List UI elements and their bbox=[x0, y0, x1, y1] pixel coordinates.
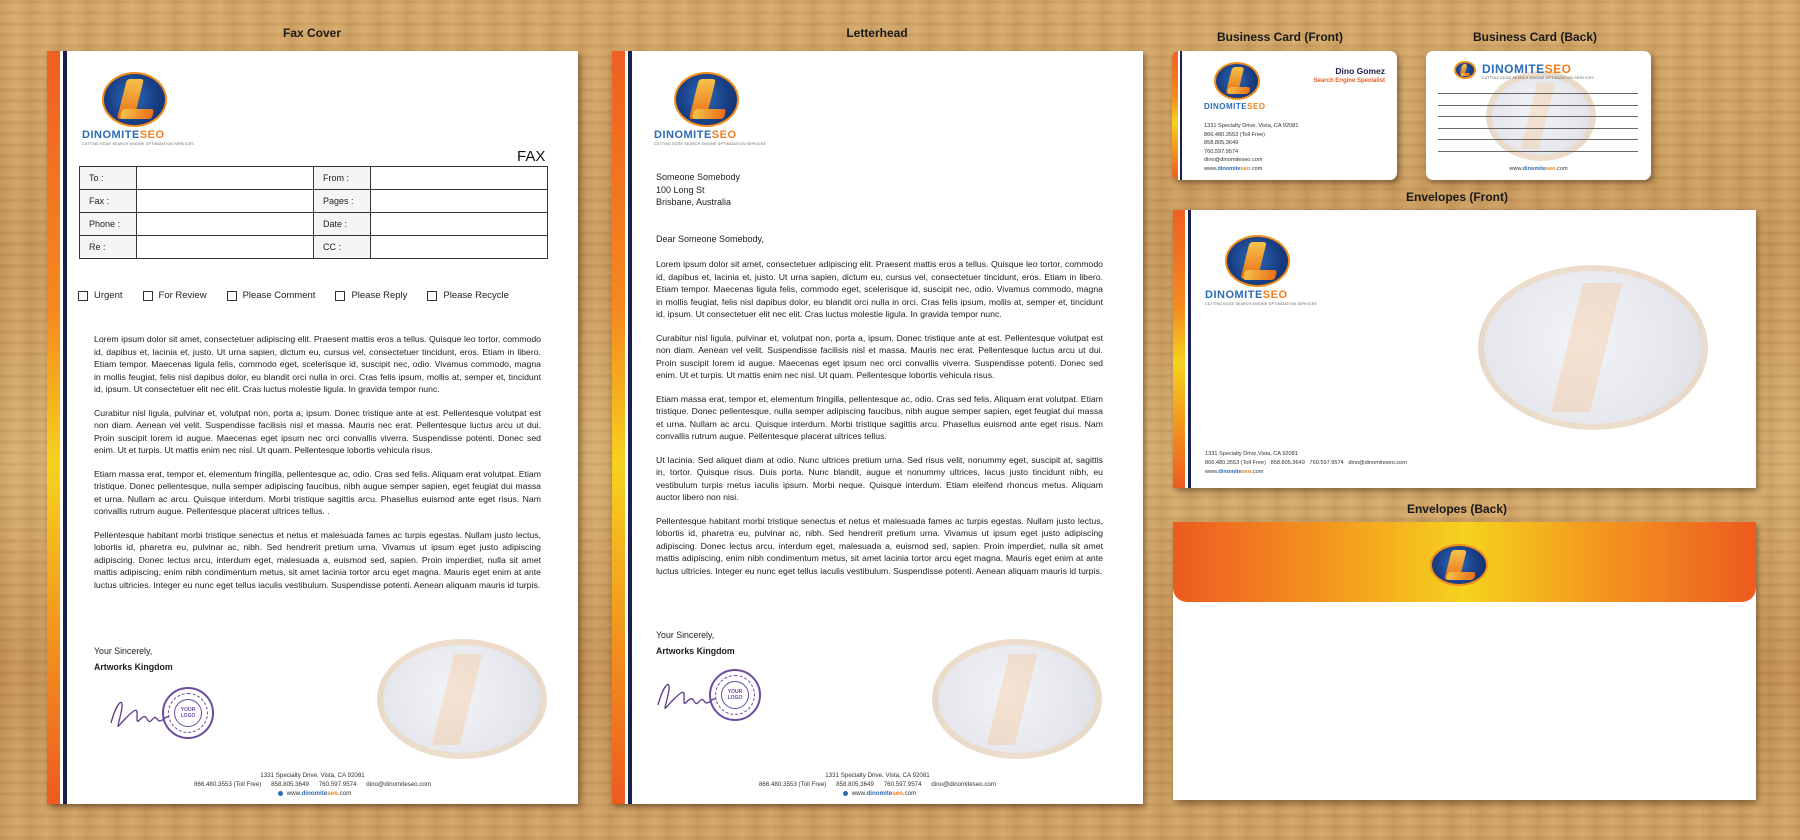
address-text: 1331 Specialty Drive, Vista, CA 92081 bbox=[825, 772, 930, 779]
accent-stripe-navy bbox=[63, 51, 67, 804]
fax-closing bbox=[94, 643, 173, 675]
fax-footer-contact bbox=[47, 771, 578, 798]
tollfree-text: 866.480.3553 (Toll Free) bbox=[758, 781, 827, 788]
signoff-name: Artworks Kingdom bbox=[94, 662, 173, 672]
note-line bbox=[1438, 105, 1638, 106]
tollfree-text: 866.480.3553 (Toll Free) bbox=[193, 781, 262, 788]
logo-globe-icon bbox=[1454, 61, 1476, 79]
phone2-text: 760.597.9574 bbox=[1309, 460, 1344, 466]
cc-field[interactable] bbox=[371, 236, 548, 259]
website-link[interactable]: www.dinomiteseo.com bbox=[612, 789, 1143, 798]
recipient-name: Someone Somebody bbox=[656, 172, 741, 182]
letter-body-text bbox=[656, 258, 1103, 588]
email-text: dino@dinomiteseo.com bbox=[1348, 460, 1407, 466]
fax-paragraph: Etiam massa erat, tempor et, elementum fringilla, pellentesque ac, odio. Cras sed felis. Aliquam erat volutpat. Etiam tristique. Donec pellentesque, nulla semper adipiscing faucibus, nibh augue semper sapien, eget feugiat dui massa et urna. Nullam ac arcu. Quisque interdum. Morbi tristique sagittis arcu. Phasellus euismod ante eget risus. Nam convallis rutrum augue. Pellentesque placerat ultrices tellus. . bbox=[94, 468, 541, 516]
note-line bbox=[1438, 128, 1638, 129]
email-text: dino@dinomiteseo.com bbox=[1204, 157, 1263, 164]
stamp-text-logo: LOGO bbox=[727, 694, 743, 701]
table-row bbox=[80, 190, 548, 213]
accent-stripe-orange bbox=[612, 51, 625, 804]
checkbox-icon bbox=[78, 291, 88, 301]
address-text: 1331 Specialty Drive, Vista, CA 92081 bbox=[260, 772, 365, 779]
to-field[interactable] bbox=[137, 167, 314, 190]
fax-body-text bbox=[94, 333, 541, 602]
phone1-text: 858.805.3649 bbox=[271, 781, 309, 788]
stamp-text-logo: LOGO bbox=[180, 712, 196, 719]
fax-field[interactable] bbox=[137, 190, 314, 213]
logo-word-seo: SEO bbox=[711, 129, 737, 141]
label-envelopes-back: Envelopes (Back) bbox=[1406, 502, 1508, 516]
from-field[interactable] bbox=[371, 167, 548, 190]
envelope-front bbox=[1173, 210, 1756, 488]
note-line bbox=[1438, 151, 1638, 152]
table-row bbox=[80, 167, 548, 190]
table-row bbox=[80, 213, 548, 236]
logo-globe-icon bbox=[1225, 235, 1290, 287]
fax-label: Fax : bbox=[80, 190, 137, 213]
card-holder-name: Dino Gomez bbox=[1335, 66, 1385, 76]
checkbox-icon bbox=[143, 291, 153, 301]
logo-globe-icon bbox=[102, 72, 167, 127]
logo-tagline: CUTTING EDGE SEARCH ENGINE OPTIMIZATION SERVICES bbox=[82, 142, 194, 146]
envelope-back bbox=[1173, 522, 1756, 800]
phone2-text: 760.597.9574 bbox=[1204, 148, 1239, 155]
watermark-globe bbox=[1478, 265, 1708, 430]
letter-closing bbox=[656, 627, 735, 659]
pages-field[interactable] bbox=[371, 190, 548, 213]
note-line bbox=[1438, 116, 1638, 117]
fax-paragraph: Lorem ipsum dolor sit amet, consectetuer adipiscing elit. Praesent mattis eros a tellus. Quisque leo tortor, commodo id, dapibus et, lacinia et, justo. Ut urna sapien, dictum eu, cursus vel, consectetuer tincidunt, eros. Etiam in libero. Etiam tempor. Maecenas ligula felis, commodo eget, scelerisque id, suscipit nec, odio. Vivamus commodo, magna in mollis feugiat, felis nisl dapibus dolor, eu blandit orci nulla in orci. Cras felis ipsum, mollis at, semper et, tincidunt id, ipsum. Ut consectetuer elit nec elit. Cras luctus molestie ligula. In gravida tempor nunc. bbox=[94, 334, 541, 394]
website-link[interactable]: www.dinomiteseo.com bbox=[47, 789, 578, 798]
label-envelopes-front: Envelopes (Front) bbox=[1405, 190, 1508, 204]
cc-label: CC : bbox=[314, 236, 371, 259]
letter-footer-contact bbox=[612, 771, 1143, 798]
checkbox-label: Please Comment bbox=[242, 290, 316, 301]
label-business-card-back: Business Card (Back) bbox=[1472, 30, 1598, 44]
checkbox-label: For Review bbox=[158, 290, 207, 301]
checkbox-urgent[interactable] bbox=[78, 290, 123, 301]
checkbox-label: Please Reply bbox=[351, 290, 408, 301]
letterhead-sheet bbox=[612, 51, 1143, 804]
logo-wordmark bbox=[82, 129, 165, 141]
address-text: 1331 Specialty Drive,Vista, CA 92081 bbox=[1205, 451, 1298, 457]
envelope-contact-info bbox=[1205, 450, 1407, 477]
fax-paragraph: Curabitur nisl ligula, pulvinar et, volutpat non, porta a, ipsum. Donec tristique ante at est. Pellentesque volutpat est non diam. Aenean vel velit. Suspendisse facilisis nisl et massa. Mauris nec erat. Pellentesque luctus arcu ut dui. Proin suscipit lorem id augue. Maecenas eget ipsum nec orci convallis viverra. Suspendisse potenti. Donec sed enim. Ut et turpis. Ut mattis enim nec nisl. Ut quam. Pellentesque lobortis vehicula risus. bbox=[94, 407, 541, 455]
logo-wordmark: DINOMITESEO bbox=[1204, 102, 1266, 111]
letter-greeting: Dear Someone Somebody, bbox=[656, 234, 764, 244]
stamp-text-your: YOUR bbox=[727, 688, 743, 695]
card-holder-title: Search Engine Specialist bbox=[1313, 78, 1385, 84]
stamp-center bbox=[721, 681, 750, 710]
logo-word-seo: SEO bbox=[139, 129, 165, 141]
recipient-address bbox=[656, 171, 740, 209]
phone-label: Phone : bbox=[80, 213, 137, 236]
fax-checkbox-row bbox=[78, 290, 529, 301]
accent-stripe-navy bbox=[1180, 51, 1182, 180]
logo-globe-icon bbox=[1214, 62, 1260, 100]
signoff-name: Artworks Kingdom bbox=[656, 646, 735, 656]
company-stamp bbox=[162, 687, 214, 739]
fax-cover-sheet bbox=[47, 51, 578, 804]
label-business-card-front: Business Card (Front) bbox=[1216, 30, 1343, 44]
watermark-globe bbox=[932, 639, 1102, 759]
from-label: From : bbox=[314, 167, 371, 190]
phone1-text: 858.805.3649 bbox=[836, 781, 874, 788]
fax-title: FAX bbox=[517, 148, 546, 165]
logo-globe-icon bbox=[1430, 544, 1488, 586]
letter-paragraph: Curabitur nisl ligula, pulvinar et, volutpat non, porta a, ipsum. Donec tristique ante at est. Pellentesque volutpat est non diam. Aenean vel velit. Suspendisse facilisis nisl et massa. Mauris nec erat. Pellentesque luctus arcu ut dui. Proin suscipit lorem id augue. Maecenas eget ipsum nec orci convallis viverra. Suspendisse potenti. Donec sed enim. Ut et turpis. Ut mattis enim nec nisl. Ut quam. Pellentesque lobortis vehicula risus. bbox=[656, 332, 1103, 380]
checkbox-for-review[interactable] bbox=[143, 290, 207, 301]
website-link[interactable]: www.dinomiteseo.com bbox=[1204, 165, 1263, 172]
label-fax-cover: Fax Cover bbox=[282, 26, 342, 40]
notes-lines bbox=[1438, 93, 1638, 162]
globe-icon bbox=[278, 791, 283, 796]
card-contact-info bbox=[1204, 122, 1298, 174]
logo-wordmark: DINOMITESEO bbox=[1205, 289, 1288, 301]
checkbox-icon bbox=[227, 291, 237, 301]
recipient-city: Brisbane, Australia bbox=[656, 197, 732, 207]
business-card-back bbox=[1426, 51, 1651, 180]
pages-label: Pages : bbox=[314, 190, 371, 213]
accent-stripe-orange bbox=[47, 51, 60, 804]
stamp-text-your: YOUR bbox=[180, 706, 196, 713]
logo-tagline: CUTTING EDGE SEARCH ENGINE OPTIMIZATION SERVICES bbox=[654, 142, 766, 146]
checkbox-icon bbox=[427, 291, 437, 301]
email-text: dino@dinomiteseo.com bbox=[931, 781, 997, 788]
watermark-globe bbox=[377, 639, 547, 759]
logo-word-dinomite: DINOMITE bbox=[654, 129, 712, 141]
website-link[interactable]: www.dinomiteseo.com bbox=[1205, 469, 1264, 475]
accent-stripe-orange bbox=[1173, 210, 1185, 488]
email-text: dino@dinomiteseo.com bbox=[366, 781, 432, 788]
phone2-text: 760.597.9574 bbox=[883, 781, 922, 788]
checkbox-icon bbox=[335, 291, 345, 301]
company-stamp bbox=[709, 669, 761, 721]
letter-paragraph: Pellentesque habitant morbi tristique senectus et netus et malesuada fames ac turpis egestas. Nullam justo lectus, lobortis id, pharetra eu, pulvinar ac, nibh. Sed hendrerit pretium urna. Vivamus ut ipsum eget justo adipiscing adipiscing. Donec lectus arcu, interdum eget, malesuada a, euismod sed, sapien. Proin imperdiet, nulla sit amet mattis adipiscing, enim nibh condimentum metus, sit amet lacinia tortor arcu eget magna. Mauris eget enim at ante luctus ultricies. Integer eu nunc eget tellus iaculis vestibulum. Suspendisse potenti. Aenean aliquam mauris id turpis. bbox=[656, 515, 1103, 576]
note-line bbox=[1438, 139, 1638, 140]
address-text: 1331 Specialty Drive, Vista, CA 92081 bbox=[1204, 123, 1299, 129]
logo-globe-icon bbox=[674, 72, 739, 127]
checkbox-please-reply[interactable] bbox=[335, 290, 407, 301]
accent-stripe-navy bbox=[628, 51, 632, 804]
logo-tagline: CUTTING EDGE SEARCH ENGINE OPTIMIZATION SERVICES bbox=[1482, 76, 1594, 80]
accent-stripe-orange bbox=[1172, 51, 1178, 180]
phone2-text: 760.597.9574 bbox=[318, 781, 357, 788]
logo-wordmark: DINOMITESEO bbox=[1482, 62, 1572, 76]
website-link[interactable]: www.dinomiteseo.com bbox=[1509, 166, 1568, 172]
checkbox-please-recycle[interactable] bbox=[427, 290, 508, 301]
tollfree-text: 866.480.3553 (Toll Free) bbox=[1205, 460, 1266, 466]
stamp-center bbox=[174, 699, 203, 728]
label-letterhead: Letterhead bbox=[846, 26, 908, 40]
checkbox-please-comment[interactable] bbox=[227, 290, 316, 301]
business-card-front bbox=[1172, 51, 1397, 180]
letter-paragraph: Ut lacinia. Sed aliquet diam at odio. Nunc ultrices pretium urna. Sed risus velit, nonummy eget, suscipit at, sagittis in, tortor. Quisque risus. Duis porta. Nunc blandit, augue et nonummy ultrices, lacus justo tincidunt nibh, eu vestibulum turpis metus iaculis ipsum. Morbi neque. Quisque interdum. Etiam eleifend rhoncus metus. Aliquam auctor libero non nisi. bbox=[656, 454, 1103, 502]
checkbox-label: Please Recycle bbox=[443, 290, 509, 301]
date-label: Date : bbox=[314, 213, 371, 236]
accent-stripe-navy bbox=[1188, 210, 1191, 488]
table-row bbox=[80, 236, 548, 259]
to-label: To : bbox=[80, 167, 137, 190]
logo-word-dinomite: DINOMITE bbox=[82, 129, 140, 141]
globe-icon bbox=[843, 791, 848, 796]
letter-paragraph: Lorem ipsum dolor sit amet, consectetuer adipiscing elit. Praesent mattis eros a tellus. Quisque leo tortor, commodo id, dapibus et, lacinia et, justo. Ut urna sapien, dictum eu, cursus vel, consectetuer tincidunt, eros. Etiam in libero. Etiam tempor. Maecenas ligula felis, commodo eget, scelerisque id, suscipit nec, odio. Vivamus commodo, magna in mollis feugiat, felis nisl dapibus dolor, eu blandit orci nulla in orci. Cras felis ipsum, mollis at, semper et, tincidunt id, ipsum. Ut consectetuer elit nec elit. Cras luctus molestie ligula. In gravida tempor nunc. bbox=[656, 259, 1103, 319]
tollfree-text: 866.480.3553 (Toll Free) bbox=[1204, 131, 1265, 138]
re-field[interactable] bbox=[137, 236, 314, 259]
checkbox-label: Urgent bbox=[94, 290, 123, 301]
logo-wordmark bbox=[654, 129, 737, 141]
closing-text: Your Sincerely, bbox=[94, 646, 153, 656]
phone-field[interactable] bbox=[137, 213, 314, 236]
re-label: Re : bbox=[80, 236, 137, 259]
date-field[interactable] bbox=[371, 213, 548, 236]
fax-details-table bbox=[79, 166, 548, 259]
logo-tagline: CUTTING EDGE SEARCH ENGINE OPTIMIZATION SERVICES bbox=[1205, 302, 1317, 306]
note-line bbox=[1438, 93, 1638, 94]
phone1-text: 858.805.3649 bbox=[1204, 140, 1239, 147]
phone1-text: 858.805.3649 bbox=[1270, 460, 1305, 466]
closing-text: Your Sincerely, bbox=[656, 630, 715, 640]
recipient-street: 100 Long St bbox=[656, 184, 705, 195]
fax-paragraph: Pellentesque habitant morbi tristique senectus et netus et malesuada fames ac turpis egestas. Nullam justo lectus, lobortis id, pharetra eu, pulvinar ac, nibh. Sed hendrerit pretium urna. Vivamus ut ipsum eget justo adipiscing adipiscing. Donec lectus arcu, interdum eget, malesuada a, euismod sed, sapien. Proin imperdiet, nulla sit amet mattis adipiscing, enim nibh condimentum metus, sit amet lacinia tortor arcu eget magna. Mauris eget enim at ante luctus ultricies. Integer eu nunc eget tellus iaculis vestibulum. Suspendisse potenti. Aenean aliquam mauris id turpis. bbox=[94, 529, 541, 590]
letter-paragraph: Etiam massa erat, tempor et, elementum fringilla, pellentesque ac, odio. Cras sed felis. Aliquam erat volutpat. Etiam tristique. Donec pellentesque, nulla semper adipiscing faucibus, nibh augue semper sapien, eget feugiat dui massa et urna. Nullam ac arcu. Quisque interdum. Morbi tristique sagittis arcu. Phasellus euismod ante eget risus. Nam convallis rutrum augue. Pellentesque placerat ultrices tellus. bbox=[656, 393, 1103, 441]
